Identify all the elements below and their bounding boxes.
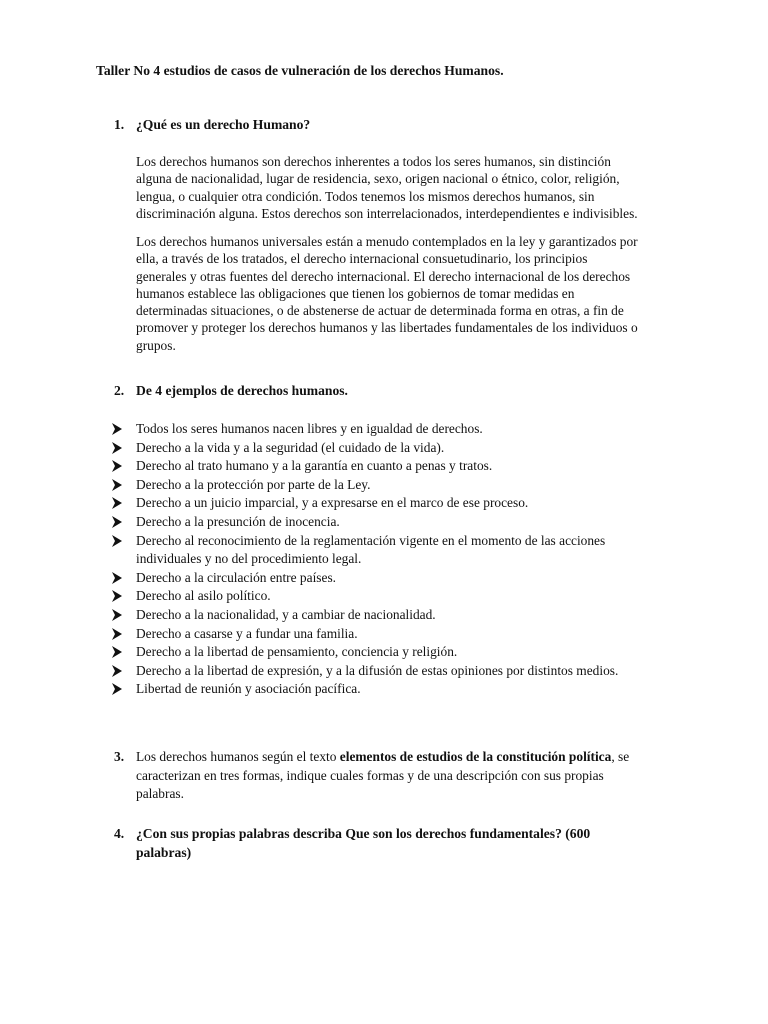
arrowhead-bullet-icon bbox=[110, 663, 124, 679]
list-item-text: Libertad de reunión y asociación pacífica. bbox=[136, 681, 361, 697]
question-3-text-post: , se bbox=[611, 749, 630, 764]
arrowhead-bullet-icon bbox=[110, 588, 124, 604]
list-item bbox=[110, 494, 710, 513]
question-1-paragraph-1 bbox=[136, 153, 716, 222]
question-1-number: 1. bbox=[114, 117, 125, 132]
arrowhead-bullet-icon bbox=[110, 681, 124, 697]
list-item bbox=[110, 420, 710, 439]
question-4-line: palabras) bbox=[136, 845, 192, 860]
list-item bbox=[110, 625, 710, 644]
list-item-text: Derecho a la libertad de pensamiento, conciencia y religión. bbox=[136, 644, 458, 660]
list-item bbox=[110, 532, 710, 569]
arrowhead-bullet-icon bbox=[110, 458, 124, 474]
list-item bbox=[110, 587, 710, 606]
question-4-line: ¿Con sus propias palabras describa Que son los derechos fundamentales? (600 bbox=[136, 826, 591, 841]
paragraph-line: discriminación alguna. Estos derechos son interrelacionados, interdependientes e indivisibles. bbox=[136, 205, 638, 221]
paragraph-line: generales y otras fuentes del derecho internacional. El derecho internacional de los derechos bbox=[136, 268, 631, 284]
question-1-heading bbox=[114, 117, 310, 133]
paragraph-line: determinadas situaciones, o de abstenerse de actuar de determinada forma en otras, a fin de bbox=[136, 303, 624, 319]
list-item-text: Derecho a casarse y a fundar una familia. bbox=[136, 625, 358, 641]
list-item bbox=[110, 457, 710, 476]
arrowhead-bullet-icon bbox=[110, 495, 124, 511]
paragraph-line: Los derechos humanos universales están a menudo contemplados en la ley y garantizados por bbox=[136, 234, 638, 249]
paragraph-line: alguna de nacionalidad, lugar de residencia, sexo, origen nacional o étnico, color, religión, bbox=[136, 171, 620, 187]
paragraph-line: grupos. bbox=[136, 337, 176, 353]
question-3-line: caracterizan en tres formas, indique cuales formas y de una descripción con sus propias bbox=[136, 767, 604, 783]
list-item bbox=[110, 606, 710, 625]
arrowhead-bullet-icon bbox=[110, 626, 124, 642]
list-item-text: Todos los seres humanos nacen libres y en igualdad de derechos. bbox=[136, 421, 483, 436]
list-item-text: Derecho al asilo político. bbox=[136, 588, 271, 604]
question-3-text bbox=[136, 748, 716, 804]
document-title: Taller No 4 estudios de casos de vulneración de los derechos Humanos. bbox=[96, 63, 504, 78]
list-item-text: Derecho al trato humano y a la garantía en cuanto a penas y tratos. bbox=[136, 458, 493, 474]
question-2-text: De 4 ejemplos de derechos humanos. bbox=[136, 383, 348, 398]
list-item-text: Derecho a la circulación entre países. bbox=[136, 569, 337, 585]
list-item-text: Derecho a la presunción de inocencia. bbox=[136, 513, 340, 529]
list-item bbox=[110, 569, 710, 588]
question-3-number: 3. bbox=[114, 749, 125, 764]
list-item-text: Derecho a un juicio imparcial, y a expresarse en el marco de ese proceso. bbox=[136, 495, 529, 511]
arrowhead-bullet-icon bbox=[110, 477, 124, 493]
list-item-text: individuales y no del procedimiento legal. bbox=[136, 551, 362, 567]
question-3-text-pre: Los derechos humanos según el texto bbox=[136, 749, 340, 764]
list-item bbox=[110, 662, 710, 681]
list-item-text: Derecho a la vida y a la seguridad (el cuidado de la vida). bbox=[136, 439, 445, 455]
arrowhead-bullet-icon bbox=[110, 607, 124, 623]
arrowhead-bullet-icon bbox=[110, 533, 124, 549]
list-item bbox=[110, 680, 710, 699]
list-item bbox=[110, 476, 710, 495]
paragraph-line: lengua, o cualquier otra condición. Todos tenemos los mismos derechos humanos, sin bbox=[136, 188, 595, 204]
question-2-number: 2. bbox=[114, 383, 125, 398]
question-2-heading bbox=[114, 383, 348, 399]
paragraph-line: humanos establece las obligaciones que tienen los gobiernos de tomar medidas en bbox=[136, 285, 575, 301]
paragraph-line: ella, a través de los tratados, el derecho internacional consuetudinario, los principios bbox=[136, 251, 588, 267]
arrowhead-bullet-icon bbox=[110, 570, 124, 586]
question-3-line: palabras. bbox=[136, 786, 184, 802]
list-item-text: Derecho a la nacionalidad, y a cambiar de nacionalidad. bbox=[136, 606, 436, 622]
list-item-text: Derecho al reconocimiento de la reglamentación vigente en el momento de las acciones bbox=[136, 532, 606, 548]
question-3-text-bold: elementos de estudios de la constitución política bbox=[339, 749, 612, 764]
list-item bbox=[110, 439, 710, 458]
arrowhead-bullet-icon bbox=[110, 644, 124, 660]
arrowhead-bullet-icon bbox=[110, 421, 124, 437]
arrowhead-bullet-icon bbox=[110, 514, 124, 530]
arrowhead-bullet-icon bbox=[110, 440, 124, 456]
question-3-line bbox=[136, 748, 716, 767]
paragraph-line: promover y proteger los derechos humanos y las libertades fundamentales de los individuos o bbox=[136, 320, 638, 336]
question-4-number: 4. bbox=[114, 826, 125, 841]
rights-bullet-list bbox=[110, 420, 710, 699]
paragraph-line: Los derechos humanos son derechos inherentes a todos los seres humanos, sin distinción bbox=[136, 154, 611, 169]
question-1-text: ¿Qué es un derecho Humano? bbox=[136, 117, 311, 132]
list-item bbox=[110, 643, 710, 662]
question-1-paragraph-2 bbox=[136, 233, 716, 354]
list-item bbox=[110, 513, 710, 532]
list-item-text: Derecho a la libertad de expresión, y a la difusión de estas opiniones por distintos medios. bbox=[136, 662, 619, 678]
list-item-text: Derecho a la protección por parte de la Ley. bbox=[136, 476, 371, 492]
question-4-text bbox=[136, 824, 716, 862]
